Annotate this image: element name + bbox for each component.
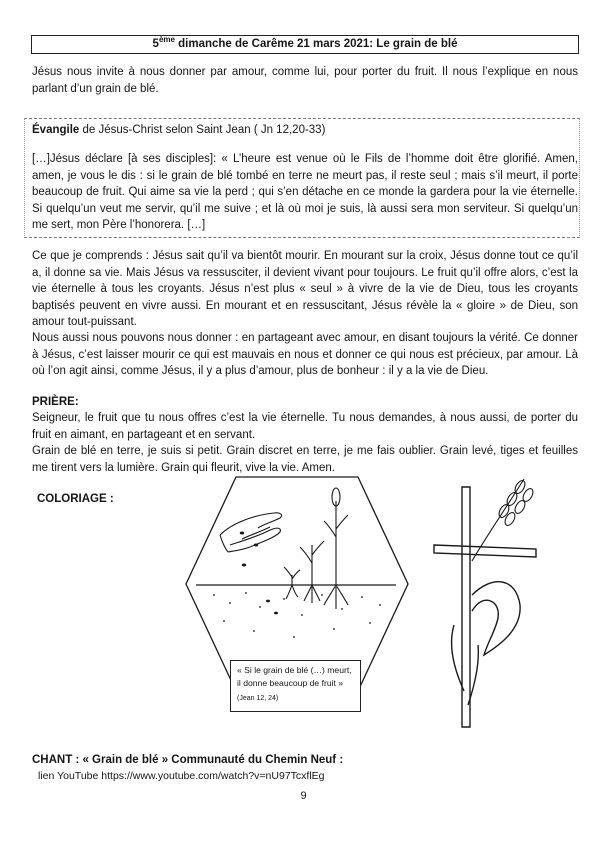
scripture-quote-box: « Si le grain de blé (…) meurt, il donne beaucoup de fruit » (Jean 12, 24) <box>230 660 361 712</box>
intro-paragraph: Jésus nous invite à nous donner par amour, comme lui, pour porter du fruit. Il nous l’explique en nous parlant d’un grain de blé. <box>32 66 578 95</box>
soil-texture <box>213 592 380 637</box>
prayer-paragraph-2: Grain de blé en terre, je suis si petit. Grain discret en terre, je me fais oublier. Grain levé, tiges et feuilles me tirent vers la lumière. Grain qui fleurit, vive la vie. Amen. <box>32 445 578 474</box>
cross-with-wheat-illustration <box>424 465 544 735</box>
sprouts-icon <box>284 488 348 609</box>
song-label: CHANT : « Grain de blé » Communauté du Chemin Neuf : <box>32 754 344 766</box>
gospel-heading: Évangile de Jésus-Christ selon Saint Jean ( Jn 12,20-33) <box>32 124 326 136</box>
song-link-line: lien YouTube https://www.youtube.com/watch?v=nU97TcxflEg <box>38 770 325 782</box>
prayer-title: PRIÈRE: <box>32 396 79 408</box>
coloring-label: COLORIAGE : <box>37 493 114 505</box>
understanding-paragraph-2: Nous aussi nous pouvons nous donner : en partageant avec amour, en disant toujours la vérité. Ce donner à Jésus, c’est laisser mourir ce qui est mauvais en nous et donner ce qui nous est précieux, par amour. Là où l’on agit ainsi, comme Jésus, il y a plus d’amour, plus de bonheur : il y a la vie de Dieu. <box>32 332 578 377</box>
understanding-paragraph: Ce que je comprends : Jésus sait qu’il va bientôt mourir. En mourant sur la croix, Jésus donne tout ce qu’il a, il donne sa vie. Mais Jésus va ressusciter, il devient vivant pour toujours. Le fruit qu’il offre alors, c’est la vie éternelle à tous les croyants. Jésus n’est plus « seul » à vivre de la vie de Dieu, tous les croyants baptisés peuvent en vivre aussi. En mourant et en ressuscitant, Jésus révèle la « gloire » de Dieu, son amour tout-puissant. <box>32 250 578 328</box>
hand-sowing-icon <box>220 513 282 552</box>
gospel-text: […]Jésus déclare [à ses disciples]: « L’heure est venue où le Fils de l’homme doit être glorifié. Amen, amen, je vous le dis : si le grain de blé tombé en terre ne meurt pas, il reste seul ; mais s’il meurt, il porte beaucoup de fruit. Qui aime sa vie la perd ; qui s’en détache en ce monde la gardera pour la vie éternelle. Si quelqu’un veut me servir, qu’il me suive ; et là où moi je suis, là aussi sera mon serviteur. Si quelqu’un me sert, mon Père l’honorera. […] <box>32 153 578 231</box>
page-title: 5ème dimanche de Carême 21 mars 2021: Le grain de blé <box>31 35 579 54</box>
page-number: 9 <box>300 790 307 802</box>
prayer-paragraph: Seigneur, le fruit que tu nous offres c’est la vie éternelle. Tu nous demandes, à nous aussi, de porter du fruit en aimant, en partageant et en servant. <box>32 412 578 441</box>
youtube-link[interactable]: https://www.youtube.com/watch?v=nU97TcxflEg <box>101 770 325 782</box>
